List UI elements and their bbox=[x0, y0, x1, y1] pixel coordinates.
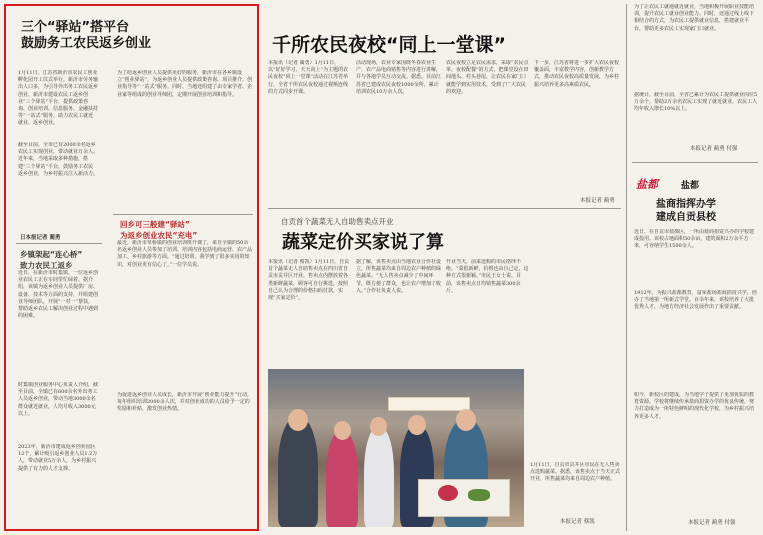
col2-subhead bbox=[120, 219, 197, 241]
veg-kicker: 自贡首个蔬菜无人自助售卖点开业 bbox=[281, 217, 394, 226]
right-column-divider bbox=[626, 4, 627, 531]
center-headline: 千所农民夜校“同上一堂课” bbox=[272, 34, 506, 56]
right-paragraph-4: 1912年，为振兴盐都教育，富荣盐场盐商捐资兴学，创办了当地第一所新式学堂。百余年来，该校培养了大批优秀人才，为地方经济社会发展作出了重要贡献。 bbox=[634, 290, 757, 311]
veg-headline: 蔬菜定价买家说了算 bbox=[282, 232, 444, 253]
center-divider bbox=[268, 208, 621, 209]
left-subhead-1 bbox=[20, 249, 82, 271]
veg-photo-caption: 1月11日，自贡市贡井区市民在无人售卖点选购蔬菜。据悉，该售卖点于当天正式开业，所售蔬菜均来自周边农户种植。 bbox=[530, 462, 621, 483]
center-paragraph-1: 本报讯（记者 蔺勇）1月11日，以“好好学习，天天向上”为主题的农民夜校“同上一堂课”活动在江苏省举行，全省千所农民夜校通过视频连线的方式同步开课。 bbox=[268, 60, 349, 95]
left-paragraph-4: 时集镇创业服务中心负责人介绍，截至目前，全镇已有600余名外出务工人员返乡创业，带动当地3000余名群众就近就业，人均月收入3000元以上。 bbox=[18, 382, 98, 417]
right-byline-2: 本报记者 蔺勇 付强 bbox=[688, 520, 736, 526]
column-logo-label: 盐都 bbox=[681, 181, 700, 191]
col2-subhead-line2: 为返乡创业农民“充电” bbox=[120, 231, 198, 240]
column-logo bbox=[636, 176, 658, 192]
right-headline: 盐商指挥办学 建成自贡县校 bbox=[656, 199, 716, 223]
right-paragraph-3: 近日，在自贡市盐都区，一所由盐商捐资兴办的学校建成投用。该校占地面积50余亩，建筑面积2万余平方米，可容纳学生1500余人。 bbox=[634, 229, 755, 250]
left-byline: 日本报记者 蔺勇 bbox=[20, 235, 61, 241]
center-paragraph-3: 农民夜校立足农民需求，采取“农民点单、夜校配餐”的方式，把课堂设在田间地头、村头巷尾，让农民在家门口就能学到实用技术，受到了广大农民的欢迎。 bbox=[446, 60, 529, 95]
column-logo-word: 盐都 bbox=[636, 178, 658, 191]
veg-paragraph-1: 本报讯（记者 蔡凯）1月11日，自贡首个蔬菜无人自助售卖点在四川省自贡市贡井区开业。售卖点内摆放着各类新鲜蔬菜，顾客可自行挑选，按照自己认为合理的价格扫码付款，实现“买家定价”。 bbox=[268, 259, 350, 302]
left-paragraph-3: 近日，在新沂市时集镇，一位返乡创业农民工正在车间里忙碌着。据介绍，该镇为返乡创业人员提供厂房、设备、技术等方面的支持，并组建创业导师团队，开展“一对一”帮扶，帮助返乡农民工解决创业过程中遇到的困难。 bbox=[18, 270, 98, 320]
center-paragraph-2: 活动现场，农业专家围绕冬春农业生产、农产品电商销售等内容进行讲解，并与各地学员互动交流。据悉，目前江苏省已建成农民夜校1000余所，累计培训农民10万余人次。 bbox=[356, 60, 442, 95]
col2-paragraph-3: 为促进返乡创业人员成长，新沂市开展“创业能力提升”行动，每年组织培训2000余人次，并对创业成功的人员给予一定的奖励和补贴，激发创业热情。 bbox=[117, 392, 253, 413]
right-divider bbox=[632, 162, 758, 163]
veg-byline: 本报记者 蔡凯 bbox=[560, 519, 595, 525]
left-subhead-1-line1: 乡镇架起“连心桥” bbox=[20, 250, 83, 259]
left-paragraph-2: 截至目前，全市已有2000余名返乡农民工实现创业，带动就业万余人。近年来，当地采取多种措施，搭建“三个驿站”平台，鼓励务工农民返乡创业，为乡村振兴注入新活力。 bbox=[18, 142, 98, 177]
left-divider bbox=[16, 243, 102, 244]
col2-paragraph-2: 最近，新沂市草桥镇的创业培训班开课了，来自全镇的50余名返乡创业人员参加了培训。培训内容包括电商运营、农产品加工、乡村旅游等方面。“通过培训，我学到了很多实用的知识，对创业更有信心了。”一位学员说。 bbox=[117, 240, 253, 268]
right-paragraph-5: 如今，新校区的建成，为当地学子提供了更加优质的教育资源。学校将继续传承盐商捐资办学的优良传统，努力打造成为一所特色鲜明的现代化学校，为乡村振兴培养更多人才。 bbox=[634, 392, 755, 420]
left-subhead-1-line2: 致力农民工返乡 bbox=[20, 261, 73, 270]
vegetable-stall-photo bbox=[268, 369, 524, 527]
left-paragraph-5: 2023年，新沂市建成返乡创业园区12个，累计吸引返乡创业人员1.2万人，带动就业5万余人，为乡村振兴提供了有力的人才支撑。 bbox=[18, 444, 98, 472]
left-headline: 三个“驿站”搭平台 鼓励务工农民返乡创业 bbox=[21, 20, 152, 51]
right-paragraph-2: 据统计，截至目前，全省已累计为农民工提供就业岗位5万余个，帮助2万余名农民工实现了就近就业，农民工人均年收入增长10%以上。 bbox=[634, 92, 758, 113]
right-byline-1: 本报记者 蔺勇 付强 bbox=[690, 146, 738, 152]
col2-paragraph-1: 为了给返乡创业人员提供更好的服务，新沂市在各乡镇设立“创业驿站”，为返乡创业人员提供政策咨询、项目推介、创业指导等“一站式”服务。同时，当地还组建了由专家学者、企业家等组成的创业导师团，定期开展创业培训和指导。 bbox=[117, 70, 253, 98]
veg-paragraph-3: 开业当天，前来选购的市民络绎不绝。“菜很新鲜，价格也由自己定，这种方式很新颖。”市民王女士说。目前，该售卖点日均销售蔬菜300余斤。 bbox=[446, 259, 529, 294]
left-paragraph-1: 1月11日，江苏省新沂市农民工创业孵化园开工仪式举行。新沂市劳务输出人口多，为引导外出务工农民返乡创业，新沂市建设农民工返乡创业“三个驿站”平台，提供政策咨询、创业培训、信息服务、金融扶持等“一站式”服务，助力农民工就近就业、返乡创业。 bbox=[18, 70, 98, 127]
col2-subhead-line1: 回乡可三般建“驿站” bbox=[120, 220, 190, 229]
center-byline: 本报记者 蔺勇 bbox=[580, 198, 615, 204]
col2-divider bbox=[113, 214, 253, 215]
right-paragraph-1: 为了让农民工就地就近就业，当地积极开展职业技能培训，提升农民工就业创业能力。同时，还通过线上线下相结合的方式，为农民工提供就业信息，搭建就业平台，帮助更多农民工实现家门口就业。 bbox=[634, 4, 755, 32]
center-paragraph-4: 下一步，江苏省将进一步扩大农民夜校覆盖面，丰富教学内容，创新教学方式，推动农民夜校高质量发展，为乡村振兴培养更多高素质农民。 bbox=[534, 60, 620, 88]
veg-paragraph-2: 据了解，该售卖点由当地农业合作社设立，所售蔬菜均来自周边农户种植的绿色蔬菜。“无人售卖点减少了中间环节，既方便了群众，也让农户增加了收入。”合作社负责人说。 bbox=[356, 259, 442, 294]
